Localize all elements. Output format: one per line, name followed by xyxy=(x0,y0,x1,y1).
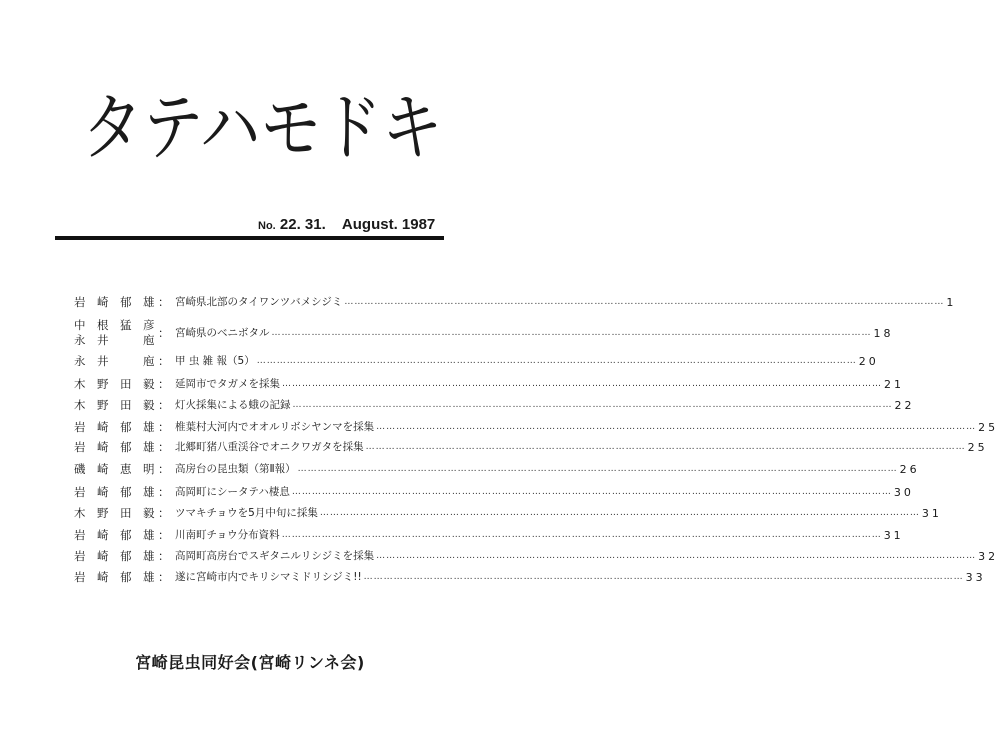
toc-row xyxy=(0,377,904,397)
toc-row xyxy=(0,440,988,460)
toc-authors xyxy=(74,398,155,413)
toc-author: 岩 崎 郁 雄 xyxy=(74,440,155,454)
toc-author: 磯 崎 恵 明 xyxy=(74,462,155,476)
toc-author: 永 井 庖 xyxy=(74,354,155,368)
toc-author: 木 野 田 毅 xyxy=(74,506,155,520)
toc-leader-dots: ……………………………………………………………………………………………………………………………………………………………… xyxy=(281,530,882,540)
toc-colon: ： xyxy=(158,570,170,584)
toc-author: 木 野 田 毅 xyxy=(74,398,155,412)
toc-authors xyxy=(74,462,155,477)
toc-title: 甲 虫 雑 報（5） xyxy=(175,355,255,367)
toc-colon: ： xyxy=(158,398,170,412)
toc-row xyxy=(0,485,914,505)
toc-leader-dots: ……………………………………………………………………………………………………………………………………………………………… xyxy=(282,379,882,389)
toc-entry xyxy=(175,549,998,564)
header-rule xyxy=(55,236,444,240)
toc-entry xyxy=(175,420,998,435)
toc-page: 31 xyxy=(883,529,904,542)
issue-numbers: 22. 31. xyxy=(279,216,326,233)
toc-title: 宮崎県のベニボタル xyxy=(175,327,270,339)
toc-leader-dots: ……………………………………………………………………………………………………………………………………………………………… xyxy=(256,356,857,366)
toc-row xyxy=(0,354,879,374)
toc-authors xyxy=(74,570,155,585)
toc-page: 26 xyxy=(899,463,920,476)
toc-colon: ： xyxy=(158,420,170,434)
toc-page: 18 xyxy=(873,327,894,340)
toc-leader-dots: ……………………………………………………………………………………………………………………………………………………………… xyxy=(291,487,892,497)
toc-entry xyxy=(175,440,988,455)
toc-colon: ： xyxy=(158,440,170,454)
toc-leader-dots: ……………………………………………………………………………………………………………………………………………………………… xyxy=(344,297,945,307)
toc-page: 30 xyxy=(893,486,914,499)
toc-title: 宮崎県北部のタイワンツバメシジミ xyxy=(175,296,343,308)
toc-page: 25 xyxy=(978,421,998,434)
toc-colon: ： xyxy=(158,377,170,391)
toc-author: 岩 崎 郁 雄 xyxy=(74,485,155,499)
toc-colon: ： xyxy=(158,462,170,476)
toc-authors xyxy=(74,295,155,310)
toc-leader-dots: ……………………………………………………………………………………………………………………………………………………………… xyxy=(376,551,977,561)
toc-colon: ： xyxy=(158,528,170,542)
toc-entry xyxy=(175,462,920,477)
toc-page: 31 xyxy=(921,507,942,520)
toc-title: 北郷町猪八重渓谷でオニクワガタを採集 xyxy=(175,441,364,453)
toc-author: 木 野 田 毅 xyxy=(74,377,155,391)
toc-colon: ： xyxy=(158,295,170,309)
toc-entry xyxy=(175,295,957,310)
toc-author: 岩 崎 郁 雄 xyxy=(74,570,155,584)
publisher-name: 宮崎昆虫同好会(宮崎リンネ会) xyxy=(135,653,365,672)
journal-title: タテハモドキ xyxy=(82,85,443,171)
toc-entry xyxy=(175,528,904,543)
toc-entry xyxy=(175,354,879,369)
toc-leader-dots: ……………………………………………………………………………………………………………………………………………………………… xyxy=(292,400,893,410)
toc-row xyxy=(0,398,915,418)
toc-row xyxy=(0,462,920,482)
toc-title: 高岡町にシータテハ棲息 xyxy=(175,486,290,498)
toc-colon: ： xyxy=(158,506,170,520)
toc-page: 1 xyxy=(946,296,957,309)
toc-colon: ： xyxy=(158,549,170,563)
toc-row xyxy=(0,549,998,569)
toc-row xyxy=(0,420,998,440)
toc-author: 中 根 猛 彦 xyxy=(74,318,155,332)
toc-entry xyxy=(175,377,904,392)
toc-authors xyxy=(74,377,155,392)
toc-title: 高岡町高房台でスギタニルリシジミを採集 xyxy=(175,550,375,562)
toc-leader-dots: ……………………………………………………………………………………………………………………………………………………………… xyxy=(363,572,964,582)
toc-colon: ： xyxy=(158,354,170,368)
toc-author: 岩 崎 郁 雄 xyxy=(74,295,155,309)
toc-entry xyxy=(175,570,986,585)
issue-no-label: No. xyxy=(258,220,276,232)
toc-authors xyxy=(74,485,155,500)
toc-authors xyxy=(74,354,155,369)
toc-title: ツマキチョウを5月中旬に採集 xyxy=(175,507,318,519)
toc-leader-dots: ……………………………………………………………………………………………………………………………………………………………… xyxy=(365,442,966,452)
toc-leader-dots: ……………………………………………………………………………………………………………………………………………………………… xyxy=(319,508,920,518)
toc-title: 延岡市でタガメを採集 xyxy=(175,378,280,390)
toc-page: 25 xyxy=(967,441,988,454)
issue-date: August. 1987 xyxy=(341,216,436,233)
toc-author: 永 井 庖 xyxy=(74,333,155,347)
toc-page: 32 xyxy=(978,550,998,563)
toc-authors xyxy=(74,420,155,435)
toc-page: 21 xyxy=(884,378,904,391)
issue-info xyxy=(258,216,435,233)
toc-page: 33 xyxy=(965,571,986,584)
toc-authors xyxy=(74,318,155,348)
toc-entry xyxy=(175,485,914,500)
toc-title: 遂に宮崎市内でキリシマミドリシジミ!! xyxy=(175,571,362,583)
toc-colon: ： xyxy=(158,485,170,499)
toc-author: 岩 崎 郁 雄 xyxy=(74,549,155,563)
toc-entry xyxy=(175,326,894,341)
toc-author: 岩 崎 郁 雄 xyxy=(74,528,155,542)
toc-entry xyxy=(175,506,942,521)
toc-authors xyxy=(74,440,155,455)
toc-row xyxy=(0,318,894,347)
toc-authors xyxy=(74,528,155,543)
toc-leader-dots: ……………………………………………………………………………………………………………………………………………………………… xyxy=(376,422,977,432)
toc-row xyxy=(0,506,942,526)
toc-row xyxy=(0,528,904,548)
toc-authors xyxy=(74,506,155,521)
toc-authors xyxy=(74,549,155,564)
toc-author: 岩 崎 郁 雄 xyxy=(74,420,155,434)
toc-title: 椎葉村大河内でオオルリボシヤンマを採集 xyxy=(175,421,375,433)
toc-row xyxy=(0,570,986,590)
toc-title: 高房台の昆虫類（第Ⅱ報） xyxy=(175,463,296,475)
toc-leader-dots: ……………………………………………………………………………………………………………………………………………………………… xyxy=(271,328,872,338)
toc-leader-dots: ……………………………………………………………………………………………………………………………………………………………… xyxy=(297,464,898,474)
toc-row xyxy=(0,295,957,315)
toc-entry xyxy=(175,398,915,413)
toc-page: 20 xyxy=(858,355,879,368)
toc-page: 22 xyxy=(894,399,915,412)
toc-colon: ： xyxy=(158,326,170,340)
toc-title: 川南町チョウ分布資料 xyxy=(175,529,280,541)
toc-title: 灯火採集による蛾の記録 xyxy=(175,399,291,411)
